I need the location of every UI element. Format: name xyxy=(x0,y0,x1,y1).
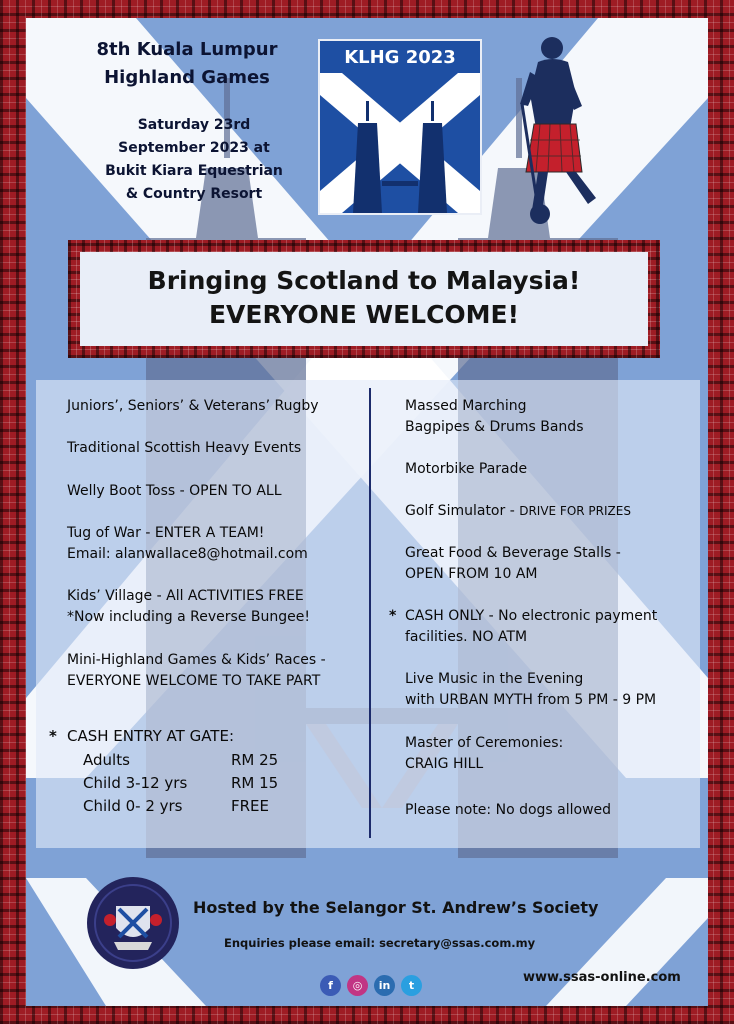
entry-heading-text: CASH ENTRY AT GATE: xyxy=(67,727,234,745)
item-line: Welly Boot Toss - OPEN TO ALL xyxy=(67,483,282,499)
price-value: RM 15 xyxy=(231,774,279,792)
linkedin-icon[interactable]: in xyxy=(374,975,395,996)
price-label: Child 3-12 yrs xyxy=(83,774,188,792)
item-line: Bagpipes & Drums Bands xyxy=(405,419,584,435)
logo-text: KLHG 2023 xyxy=(344,47,456,68)
item-line: Motorbike Parade xyxy=(405,461,528,477)
contact-email[interactable]: Email: alanwallace8@hotmail.com xyxy=(67,546,308,562)
asterisk-icon: * xyxy=(49,727,57,745)
list-item xyxy=(67,523,308,565)
klhg-logo xyxy=(318,39,482,215)
instagram-icon[interactable]: ◎ xyxy=(347,975,368,996)
item-line: *Now including a Reverse Bungee! xyxy=(67,609,310,625)
item-line: Kids’ Village - All ACTIVITIES FREE xyxy=(67,588,304,604)
list-item xyxy=(67,650,326,692)
event-title xyxy=(92,36,282,92)
title-line-1: 8th Kuala Lumpur xyxy=(96,39,278,60)
item-line: facilities. NO ATM xyxy=(405,629,528,645)
column-divider xyxy=(369,388,371,838)
item-line: Master of Ceremonies: xyxy=(405,735,564,751)
item-line: CRAIG HILL xyxy=(405,756,484,772)
item-line: Tug of War - ENTER A TEAM! xyxy=(67,525,265,541)
list-item xyxy=(405,501,631,522)
headline-banner-inner xyxy=(80,252,648,346)
item-line: Live Music in the Evening xyxy=(405,671,584,687)
date-line-2: September 2023 at xyxy=(118,140,270,156)
banner-subheadline: EVERYONE WELCOME! xyxy=(208,300,520,329)
list-item xyxy=(405,543,621,585)
price-label: Adults xyxy=(83,751,130,769)
highland-athlete-illustration xyxy=(518,32,628,232)
twitter-icon[interactable]: t xyxy=(401,975,422,996)
enquiries-email[interactable]: Enquiries please email: secretary@ssas.com.my xyxy=(224,936,536,950)
item-line: EVERYONE WELCOME TO TAKE PART xyxy=(67,673,321,689)
item-line: Please note: No dogs allowed xyxy=(405,802,612,818)
price-value: RM 25 xyxy=(231,751,279,769)
venue-line-1: Bukit Kiara Equestrian xyxy=(105,163,283,179)
item-line: Traditional Scottish Heavy Events xyxy=(67,440,302,456)
hosted-by-text: Hosted by the Selangor St. Andrew’s Society xyxy=(193,898,599,917)
list-item xyxy=(67,586,310,628)
asterisk-icon: * xyxy=(389,608,397,624)
list-item xyxy=(405,733,563,775)
list-item xyxy=(67,438,301,459)
list-item xyxy=(405,396,584,438)
poster-background xyxy=(26,18,708,1006)
item-line: CASH ONLY - No electronic payment xyxy=(405,608,658,624)
list-item xyxy=(67,481,282,502)
item-line: Mini-Highland Games & Kids’ Races - xyxy=(67,652,326,668)
list-item xyxy=(405,459,527,480)
list-item xyxy=(405,669,656,711)
price-label: Child 0- 2 yrs xyxy=(83,797,183,815)
venue-line-2: & Country Resort xyxy=(125,186,263,202)
item-line: Juniors’, Seniors’ & Veterans’ Rugby xyxy=(67,398,319,414)
headline-banner xyxy=(68,240,660,358)
list-item xyxy=(67,396,319,417)
price-value: FREE xyxy=(231,797,270,815)
list-item xyxy=(389,606,658,648)
item-line: Massed Marching xyxy=(405,398,527,414)
title-line-2: Highland Games xyxy=(104,67,270,88)
item-line: Great Food & Beverage Stalls - xyxy=(405,545,621,561)
society-crest-icon xyxy=(86,876,180,970)
item-line-small: DRIVE FOR PRIZES xyxy=(519,504,631,518)
list-item xyxy=(405,800,611,821)
facebook-icon[interactable]: f xyxy=(320,975,341,996)
item-line: with URBAN MYTH from 5 PM - 9 PM xyxy=(405,692,657,708)
banner-headline: Bringing Scotland to Malaysia! xyxy=(147,266,581,295)
item-line: OPEN FROM 10 AM xyxy=(405,566,538,582)
date-line-1: Saturday 23rd xyxy=(137,117,251,133)
date-venue xyxy=(84,114,304,206)
entry-heading xyxy=(49,726,234,747)
item-line: Golf Simulator - xyxy=(405,503,520,519)
website-link[interactable]: www.ssas-online.com xyxy=(523,970,681,985)
